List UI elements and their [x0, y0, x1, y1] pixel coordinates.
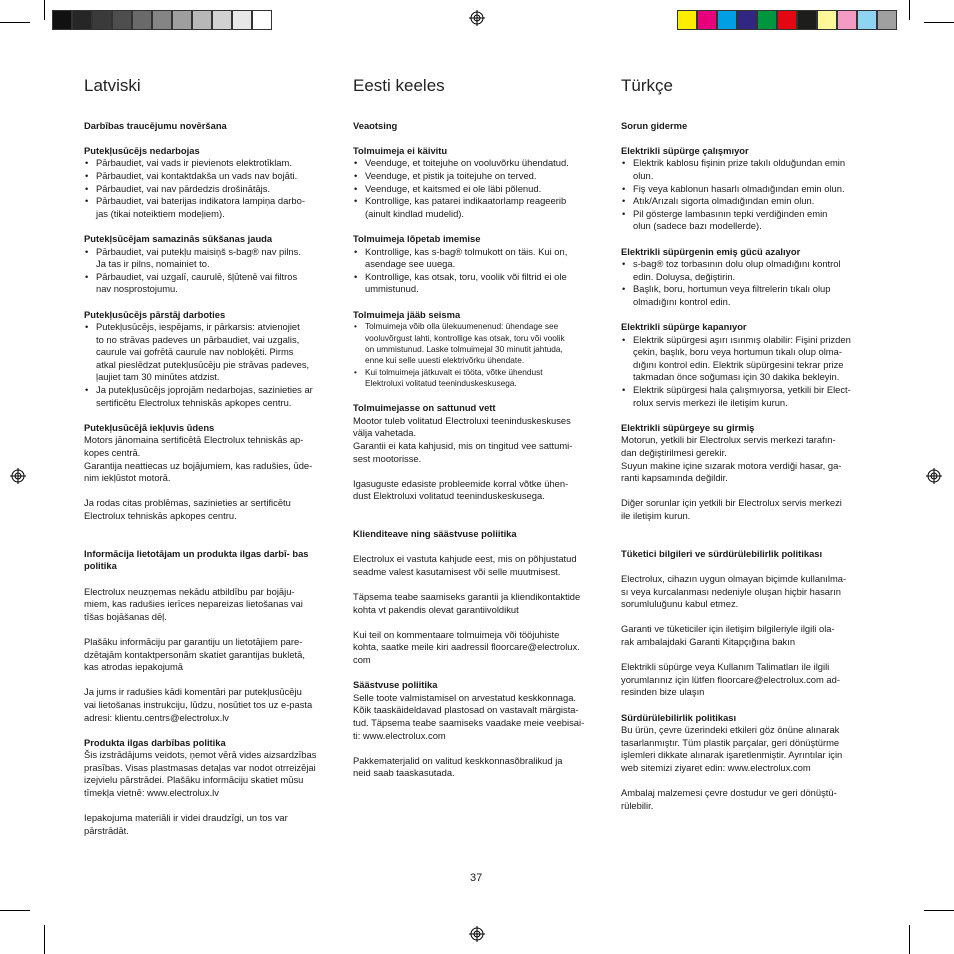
paragraph: Iepakojuma materiāli ir videi draudzīgi, un tos var pārstrādāt. — [84, 812, 288, 836]
policy-subtitle: Sürdürülebilirlik politikası — [621, 711, 737, 723]
policy-title: Informācija lietotājam un produkta ilgas darbī- bas politika — [84, 547, 309, 572]
list-item: • Pārbaudiet, vai putekļu maisiņš s-bag® nav pilns. Ja tas ir pilns, nomainiet to. — [96, 246, 336, 271]
color-swatch — [677, 10, 697, 30]
list-item: • Elektrik süpürgesi aşırı ısınmış olabilir: Fişini prizden çekin, başlık, boru veya hortumun tıkalı olup olma- dığını kontrol edin. Elektrik süpürgesini tekrar prize takmadan önce soğuması için 30 dakika bekleyin. — [633, 334, 873, 384]
subsection-title: Tolmuimeja lõpetab imemise — [353, 232, 481, 244]
list-item: • Fiş veya kablonun hasarlı olmadığından emin olun. — [633, 183, 873, 196]
list-item: • Kontrollige, kas s-bag® tolmukott on täis. Kui on, asendage see uuega. — [365, 246, 605, 271]
color-swatch — [737, 10, 757, 30]
paragraph: Ja jums ir radušies kādi komentāri par putekļusūcēju vai lietošanas instrukciju, lūdzu, nosūtiet tos uz e-pasta adresi: klientu.centrs@electrolux.lv — [84, 686, 313, 723]
color-swatch — [232, 10, 252, 30]
bullet-list — [621, 334, 873, 410]
color-swatch — [717, 10, 737, 30]
color-swatch — [757, 10, 777, 30]
subsection-title: Putekļusūcējā iekļuvis ūdens — [84, 421, 215, 433]
paragraph: Electrolux, cihazın uygun olmayan biçimde kullanılma- sı veya kurcalanması nedeniyle oluşan hiçbir hasarın sorumluluğunu kabul etmez. — [621, 572, 847, 610]
bullet-list — [84, 157, 336, 220]
registration-mark-icon — [469, 926, 485, 942]
list-item: • Tolmuimeja võib olla ülekuumenenud: ühendage see vooluvõrgust lahti, kontrollige kas otsak, toru või voolik on ummistunud. Laske tolmuimejal 30 minutit jahtuda, enne kui selle uuesti elektrivõrku ühendate. — [365, 321, 605, 367]
paragraph: Täpsema teabe saamiseks garantii ja kliendikontaktide kohta vt pakendis olevat garantiivoldikut — [353, 591, 581, 615]
paragraph: Garanti ve tüketiciler için iletişim bilgileriyle ilgili ola- rak ambalajdaki Garanti Kitapçığına bakın — [621, 623, 835, 647]
color-swatch — [112, 10, 132, 30]
list-item: • Pārbaudiet, vai uzgalī, caurulē, šļūtenē vai filtros nav nosprostojumu. — [96, 271, 336, 296]
list-item: • Atık/Arızalı sigorta olmadığından emin olun. — [633, 195, 873, 208]
paragraph: Igasuguste edasiste probleemide korral võtke ühen- dust Elektroluxi volitatud teeninduskeskusega. — [353, 477, 569, 502]
color-swatch — [877, 10, 897, 30]
list-item: • Pil gösterge lambasının tepki verdiğinden emin olun (sadece bazı modellerde). — [633, 208, 873, 233]
color-swatch — [252, 10, 272, 30]
registration-mark-icon — [469, 10, 485, 26]
language-title: Latviski — [84, 76, 141, 95]
color-swatch — [697, 10, 717, 30]
column-latvian — [84, 76, 336, 837]
paragraph: Electrolux ei vastuta kahjude eest, mis on põhjustatud seadme valest kasutamisest või selle muutmisest. — [353, 553, 577, 577]
bullet-list — [84, 321, 336, 409]
subsection-title: Tolmuimejasse on sattunud vett — [353, 402, 496, 414]
list-item: • Veenduge, et toitejuhe on vooluvõrku ühendatud. — [365, 157, 605, 170]
color-swatch — [817, 10, 837, 30]
subsection-title: Putekļsūcējam samazinās sūkšanas jauda — [84, 232, 273, 244]
subsection-title: Elektrikli süpürge kapanıyor — [621, 321, 747, 333]
paragraph: Elektrikli süpürge veya Kullanım Talimatları ile ilgili yorumlarınız için lütfen floorcare@electrolux.com ad- resinden bize ulaşın — [621, 661, 840, 698]
column-turkish — [621, 76, 873, 812]
color-swatch — [92, 10, 112, 30]
subsection-title: Tolmuimeja jääb seisma — [353, 308, 461, 320]
paragraph: Electrolux neuzņemas nekādu atbildību par bojāju- miem, kas radušies ierīces nepareizas lietošanas vai tīšas bojāšanas dēļ. — [84, 585, 303, 622]
color-swatch — [212, 10, 232, 30]
bullet-list — [353, 157, 605, 220]
list-item: • Pārbaudiet, vai kontaktdakša un vads nav bojāti. — [96, 170, 336, 183]
registration-mark-icon — [10, 468, 26, 484]
policy-subtitle: Säästvuse poliitika — [353, 679, 438, 691]
list-item: • Kontrollige, kas patarei indikaatorlamp reageerib (ainult kindlad mudelid). — [365, 195, 605, 220]
section-heading: Veaotsing — [353, 119, 398, 131]
color-swatch — [152, 10, 172, 30]
section-heading: Darbības traucējumu novēršana — [84, 119, 227, 131]
color-swatch — [52, 10, 72, 30]
color-swatch — [72, 10, 92, 30]
subsection-title: Elektrikli süpürgenin emiş gücü azalıyor — [621, 245, 801, 257]
page-number: 37 — [470, 872, 483, 884]
list-item: • Pārbaudiet, vai nav pārdedzis drošinātājs. — [96, 183, 336, 196]
policy-subtitle: Produkta ilgas darbības politika — [84, 736, 226, 748]
subsection-title: Tolmuimeja ei käivitu — [353, 144, 448, 156]
list-item: • Pārbaudiet, vai vads ir pievienots elektrotīklam. — [96, 157, 336, 170]
list-item: • Veenduge, et kaitsmed ei ole läbi põlenud. — [365, 183, 605, 196]
color-swatch — [837, 10, 857, 30]
column-estonian — [353, 76, 605, 780]
list-item: • Elektrik süpürgesi hala çalışmıyorsa, yetkili bir Elect- rolux servis merkezi ile iletişim kurun. — [633, 384, 873, 409]
list-item: • Elektrik kablosu fişinin prize takılı olduğundan emin olun. — [633, 157, 873, 182]
color-swatch — [132, 10, 152, 30]
bullet-list — [353, 321, 605, 389]
paragraph: Selle toote valmistamisel on arvestatud keskkonnaga. Kõik taaskäideldavad plastosad on vastavalt märgista- tud. Täpsema teabe saamiseks vaadake meie veebisai- ti: www.electrolux.com — [353, 691, 585, 741]
paragraph: Ambalaj malzemesi çevre dostudur ve geri dönüştü- rülebilir. — [621, 787, 837, 811]
bullet-list — [84, 246, 336, 296]
list-item: • Kui tolmuimeja jätkuvalt ei tööta, võtke ühendust Elektroluxi volitatud teeninduskeskusega. — [365, 367, 605, 390]
paragraph: Kui teil on kommentaare tolmuimeja või tööjuhiste kohta, saatke meile kiri aadressil floorcare@electrolux. com — [353, 628, 580, 665]
grayscale-color-bar — [52, 10, 272, 30]
section-heading: Sorun giderme — [621, 119, 688, 131]
paragraph: Bu ürün, çevre üzerindeki etkileri göz önüne alınarak tasarlanmıştır. Tüm plastik parçalar, geri dönüştürme işlemleri dikkate alınarak işaretlenmiştir. Ayrıntılar için web sitemizi ziyaret edin: www.electrolux.com — [621, 724, 843, 773]
paragraph: Ja rodas citas problēmas, sazinieties ar sertificētu Electrolux tehniskās apkopes centru. — [84, 497, 291, 521]
color-swatch — [172, 10, 192, 30]
policy-title: Klienditeave ning säästvuse poliitika — [353, 528, 517, 540]
list-item: • Başlık, boru, hortumun veya filtrelerin tıkalı olup olmadığını kontrol edin. — [633, 283, 873, 308]
subsection-title: Putekļusūcējs pārstāj darboties — [84, 308, 226, 320]
registration-mark-icon — [926, 468, 942, 484]
list-item: • Ja putekļusūcējs joprojām nedarbojas, sazinieties ar sertificētu Electrolux tehniskās apkopes centru. — [96, 384, 336, 409]
subsection-title: Elektrikli süpürgeye su girmiş — [621, 421, 755, 433]
color-swatch — [192, 10, 212, 30]
subsection-title: Putekļusūcējs nedarbojas — [84, 144, 200, 156]
cmyk-color-bar — [677, 10, 897, 30]
bullet-list — [353, 246, 605, 296]
color-swatch — [857, 10, 877, 30]
paragraph: Šis izstrādājums veidots, ņemot vērā vides aizsardzības prasības. Visas plastmasas detaļas var nodot otrreizējai izejvielu pārstrādei. Plašāku informāciju skatiet mūsu tīmekļa vietnē: www.electrolux.lv — [84, 749, 317, 799]
bullet-list — [621, 258, 873, 308]
list-item: • Veenduge, et pistik ja toitejuhe on terved. — [365, 170, 605, 183]
language-title: Eesti keeles — [353, 76, 445, 95]
list-item: • s-bag® toz torbasının dolu olup olmadığını kontrol edin. Doluysa, değiştirin. — [633, 258, 873, 283]
color-swatch — [777, 10, 797, 30]
paragraph: Mootor tuleb volitatud Electroluxi teeninduskeskuses välja vahetada. Garantii ei kata kahjusid, mis on tingitud vee sattumi- sest mootorisse. — [353, 414, 573, 464]
list-item: • Putekļusūcējs, iespējams, ir pārkarsis: atvienojiet to no strāvas padeves un pārbaudiet, vai uzgalis, caurule vai gofrētā caurule nav nobloķēti. Pirms atkal pieslēdzat putekļusūcēju pie strāvas padeves, ļaujiet tam 30 minūtes atdzist. — [96, 321, 336, 384]
bullet-list — [621, 157, 873, 233]
list-item: • Kontrollige, kas otsak, toru, voolik või filtrid ei ole ummistunud. — [365, 271, 605, 296]
paragraph: Motorun, yetkili bir Electrolux servis merkezi tarafın- dan değiştirilmesi gerekir. Suyun makine içine sızarak motora verdiği hasar, ga- ranti kapsamında değildir. — [621, 434, 842, 484]
paragraph: Pakkematerjalid on valitud keskkonnasõbralikud ja neid saab taaskasutada. — [353, 754, 563, 779]
list-item: • Pārbaudiet, vai baterijas indikatora lampiņa darbo- jas (tikai noteiktiem modeļiem). — [96, 195, 336, 220]
paragraph: Plašāku informāciju par garantiju un lietotājiem pare- dzētajām kontaktpersonām skatiet garantijas bukletā, kas atrodas iepakojumā — [84, 635, 305, 673]
paragraph: Motors jānomaina sertificētā Electrolux tehniskās ap- kopes centrā. Garantija neattiecas uz bojājumiem, kas radušies, ūde- nim iekļūstot motorā. — [84, 434, 313, 484]
paragraph: Diğer sorunlar için yetkili bir Electrolux servis merkezi ile iletişim kurun. — [621, 497, 842, 521]
color-swatch — [797, 10, 817, 30]
language-title: Türkçe — [621, 76, 673, 95]
subsection-title: Elektrikli süpürge çalışmıyor — [621, 144, 749, 156]
policy-title: Tüketici bilgileri ve sürdürülebilirlik politikası — [621, 547, 823, 559]
